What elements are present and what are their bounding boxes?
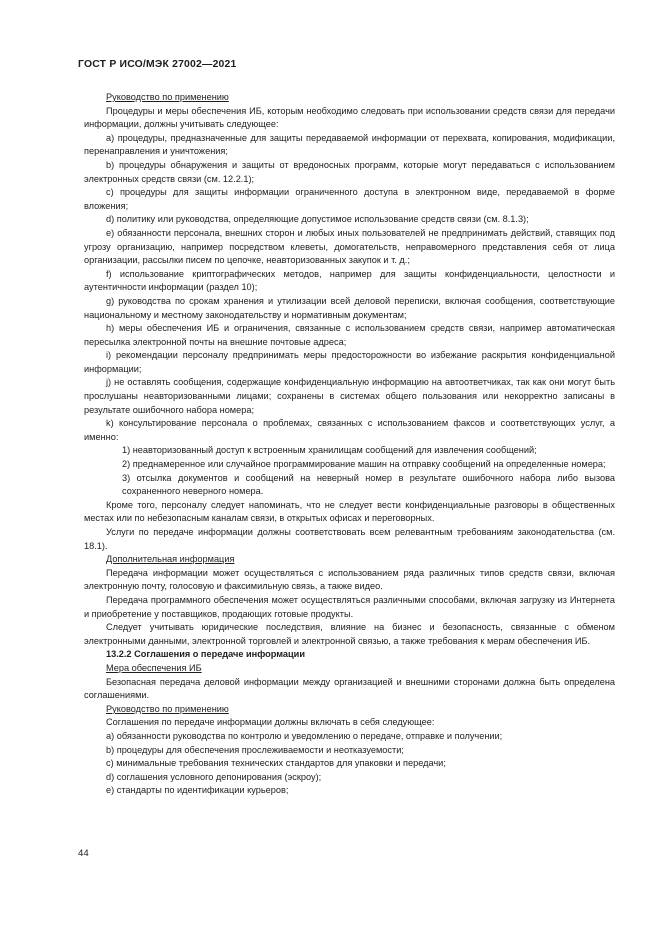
paragraph: b) процедуры обнаружения и защиты от вредоносных программ, которые могут передаваться с использованием электронных средств связи (см. 12.2.1); (84, 159, 615, 184)
page-number: 44 (78, 848, 89, 859)
paragraph: Соглашения по передаче информации должны включать в себя следующее: (106, 717, 435, 728)
paragraph: g) руководства по срокам хранения и утилизации всей деловой переписки, включая сообщения, соответствующие национальному и местному законодательству и нормативным документам; (84, 295, 615, 320)
paragraph: Безопасная передача деловой информации между организацией и внешними сторонами должна быть определена соглашениями. (84, 676, 615, 701)
section-label: Дополнительная информация (106, 554, 235, 565)
paragraph: h) меры обеспечения ИБ и ограничения, связанные с использованием средств связи, например автоматическая пересылка электронной почты на внешние почтовые адреса; (84, 323, 615, 347)
paragraph: c) минимальные требования технических стандартов для упаковки и передачи; (106, 758, 446, 769)
section-label: Руководство по применению (106, 703, 229, 714)
paragraph: d) политику или руководства, определяющие допустимое использование средств связи (см. 8.1.3); (106, 214, 529, 225)
page-header: ГОСТ Р ИСО/МЭК 27002—2021 (78, 59, 237, 70)
paragraph: f) использование криптографических методов, например для защиты конфиденциальности, целостности и аутентичности информации (раздел 10); (84, 268, 615, 293)
section-label: 2) преднамеренное или случайное программирование машин на отправку сообщений на определенные номера; (122, 459, 606, 470)
paragraph: Передача информации может осуществляться с использованием ряда различных типов средств связи, включая электронную почту, голосовую и факсимильную связь, а также видео. (84, 567, 615, 592)
section-label: Мера обеспечения ИБ (106, 662, 202, 673)
paragraph: d) соглашения условного депонирования (эскроу); (106, 771, 322, 782)
paragraph: a) процедуры, предназначенные для защиты передаваемой информации от перехвата, копирования, модификации, перенаправления и уничтожения; (84, 132, 615, 157)
document-body (84, 91, 615, 798)
section-label: 1) неавторизованный доступ к встроенным хранилищам сообщений для извлечения сообщений; (122, 445, 537, 456)
paragraph: b) процедуры для обеспечения прослеживаемости и неотказуемости; (106, 744, 404, 755)
section-heading: 13.2.2 Соглашения о передаче информации (106, 649, 305, 660)
paragraph: k) консультирование персонала о проблемах, связанных с использованием факсов и соответствующих услуг, а именно: (84, 418, 615, 442)
section-label: Руководство по применению (106, 92, 229, 102)
paragraph: j) не оставлять сообщения, содержащие конфиденциальную информацию на автоответчиках, так как они могут быть прослушаны неавторизованными лицами; сохранены в системах общего пользования или некорректно записаны в результате ошибочного набора номера; (84, 377, 615, 415)
paragraph: e) стандарты по идентификации курьеров; (106, 785, 289, 796)
paragraph: Передача программного обеспечения может осуществляться различными способами, включая загрузку из Интернета и приобретение у поставщиков, продающих готовые продукты. (84, 594, 615, 619)
paragraph: c) процедуры для защиты информации ограниченного доступа в электронном виде, передаваемой в форме вложения; (84, 187, 615, 211)
paragraph: e) обязанности персонала, внешних сторон и любых иных пользователей не предпринимать действий, ставящих под угрозу организацию, например посредством клеветы, домогательств, неправомерного представления себя от лица организации, рассылки писем по цепочке, неавторизованных закупок и т. д.; (84, 227, 615, 266)
section-label: 3) отсылка документов и сообщений на неверный номер в результате ошибочного набора либо вызова сохраненного неверного номера. (122, 472, 615, 497)
paragraph: i) рекомендации персоналу предпринимать меры предосторожности во избежание раскрытия конфиденциальной информации; (84, 350, 615, 374)
paragraph: Следует учитывать юридические последствия, влияние на бизнес и безопасность, связанные с обменом электронными данными, электронной торговлей и электронной связью, а также требования к мерам обеспечения ИБ. (84, 622, 615, 646)
paragraph: Процедуры и меры обеспечения ИБ, которым необходимо следовать при использовании средств связи для передачи информации, должны учитывать следующее: (84, 105, 615, 130)
paragraph: Кроме того, персоналу следует напоминать, что не следует вести конфиденциальные разговоры в общественных местах или по небезопасным каналам связи, в открытых офисах и переговорных. (84, 499, 615, 524)
paragraph: a) обязанности руководства по контролю и уведомлению о передаче, отправке и получении; (106, 730, 503, 741)
paragraph: Услуги по передаче информации должны соответствовать всем релевантным требованиям законодательства (см. 18.1). (84, 527, 615, 551)
